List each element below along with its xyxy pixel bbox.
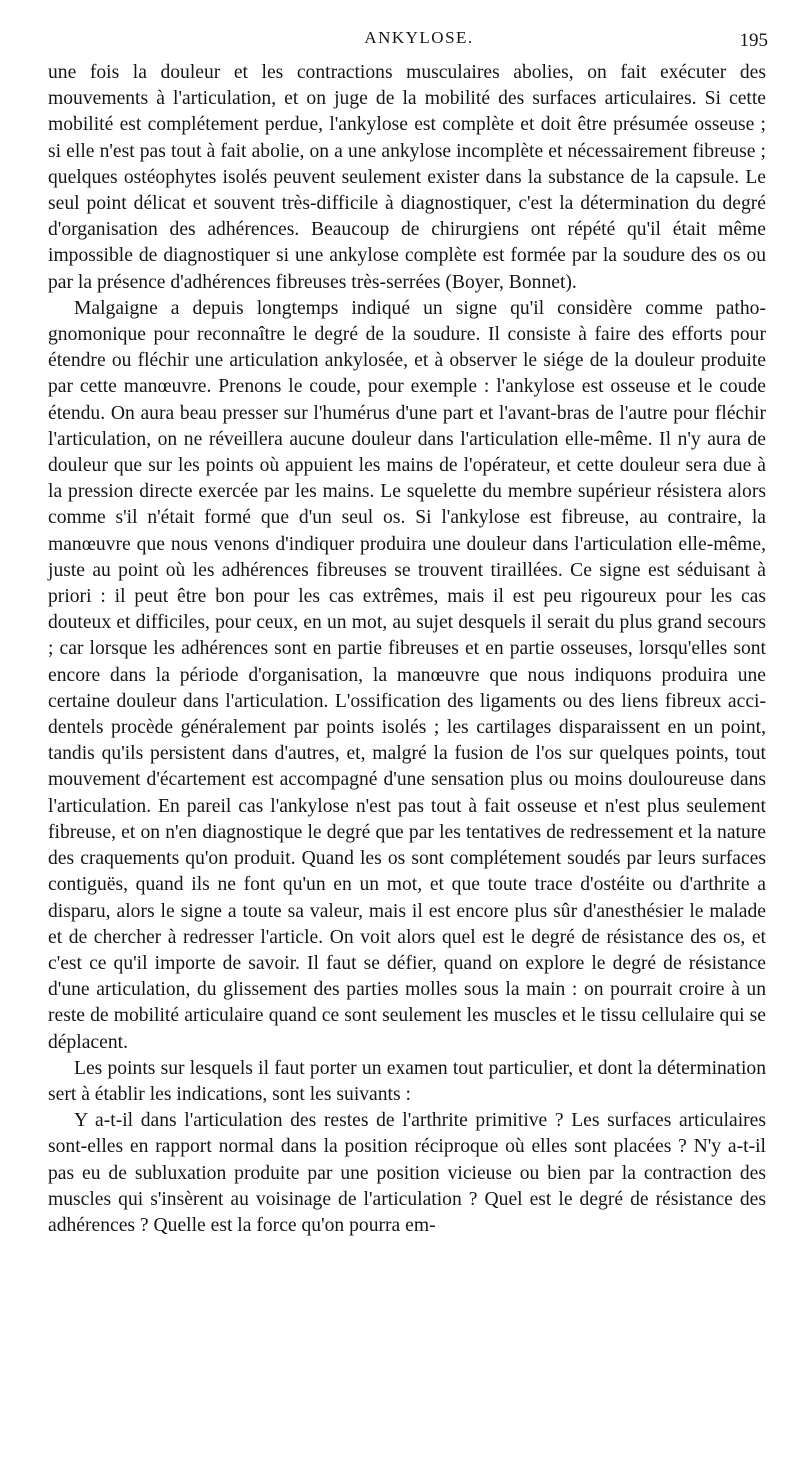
paragraph-malgaigne-sign: Malgaigne a depuis longtemps indiqué un signe qu'il considère comme pathognomonique pour reconnaître le degré de la soudure. Il consiste à faire des efforts pour étendre ou fléchir une articulation ankylosée, et à observer le siége de la douleur produite par cette manœuvre. Prenons le coude, pour exemple : l'ankylose est osseuse et le coude étendu. On aura beau presser sur l'humérus d'une part et l'avant-bras de l'autre pour fléchir l'articulation, on ne réveillera aucune douleur dans l'articulation elle-même. Il n'y aura de douleur que sur les points où appuient les mains de l'opérateur, et cette douleur sera due à la pression directe exercée par les mains. Le squelette du membre supérieur résistera alors comme s'il n'était formé que d'un seul os. Si l'ankylose est fibreuse, au contraire, la manœuvre que nous venons d'indiquer produira une douleur dans l'articulation elle-même, juste au point où les adhérences fibreuses se trouvent tiraillées. Ce signe est séduisant à priori : il peut être bon pour les cas extrêmes, mais il est peu rigoureux pour les cas douteux et difficiles, pour ceux, en un mot, au sujet desquels il serait du plus grand secours ; car lorsque les adhérences sont en partie fibreuses et en partie osseuses, lorsqu'elles sont encore dans la période d'organisation, la manœuvre que nous indiquons produira une certaine douleur dans l'articulation. L'ossification des ligaments ou des liens fibreux accidentels procède généralement par points isolés ; les cartilages disparaissent en un point, tandis qu'ils persistent dans d'autres, et, malgré la fusion de l'os sur quelques points, tout mouvement d'écartement est accompagné d'une sensation plus ou moins douloureuse dans l'articulation. En pareil cas l'ankylose n'est pas tout à fait osseuse et n'est plus seulement fibreuse, et on n'en diagnostique le degré que par les tentatives de redressement et la nature des craquements qu'on produit. Quand les os sont complétement soudés par leurs surfaces contiguës, quand ils ne font qu'un en un mot, et que toute trace d'ostéite ou d'arthrite a disparu, alors le signe a toute sa valeur, mais il est encore plus sûr d'anesthésier le malade et de chercher à redresser l'article. On voit alors quel est le degré de résistance des os, et c'est ce qu'il importe de savoir. Il faut se défier, quand on explore le degré de résistance d'une articulation, du glissement des parties molles sous la main : on pourrait croire à un reste de mobilité articulaire quand ce sont seulement les muscles et le tissu cellulaire qui se déplacent. [48,297,766,1053]
page-number: 195 [739,30,768,51]
paragraph-continuation: une fois la douleur et les contractions musculaires abolies, on fait exécuter des mouvements à l'articulation, et on juge de la mobilité des surfaces articulaires. Si cette mobilité est complétement perdue, l'ankylose est complète et doit être présumée osseuse ; si elle n'est pas tout à fait abolie, on a une ankylose incomplète et nécessairement fibreuse ; quelques ostéophytes isolés peuvent seulement exister dans la substance de la capsule. Le seul point délicat et souvent très-difficile à diagnostiquer, c'est la détermination du degré d'organisation des adhérences. Beaucoup de chirurgiens ont répété qu'il était même impossible de diagnostiquer si une ankylose complète est formée par la soudure des os ou par la présence d'adhérences fibreuses très-serrées (Boyer, Bonnet). [48,62,766,293]
paragraph-examination-points: Les points sur lesquels il faut porter un examen tout particulier, et dont la détermination sert à établir les indications, sont les suivants : [48,1057,766,1105]
body-text [48,60,766,1239]
running-title: ANKYLOSE. [364,28,474,47]
paragraph-questions: Y a-t-il dans l'articulation des restes de l'arthrite primitive ? Les surfaces articulaires sont-elles en rapport normal dans la position réciproque où elles sont placées ? N'y a-t-il pas eu de subluxation produite par une position vicieuse ou bien par la contraction des muscles qui s'insèrent au voisinage de l'articulation ? Quel est le degré de résistance des adhérences ? Quelle est la force qu'on pourra em- [48,1110,766,1236]
running-head [48,28,768,54]
